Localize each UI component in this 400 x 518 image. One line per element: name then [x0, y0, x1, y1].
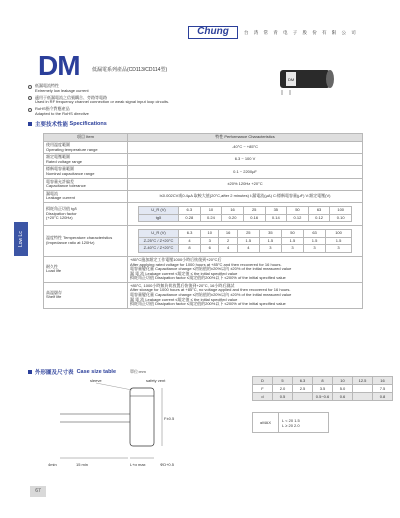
spec-item-en: Leakage current — [46, 195, 75, 201]
df-voltage: 10 — [200, 206, 222, 214]
spec-row — [44, 190, 363, 202]
lowtemp-r1-value: 2 — [219, 237, 237, 245]
case-cell: 10 — [333, 377, 353, 385]
case-cell: 0.5~0.6 — [313, 393, 333, 401]
df-value: 0.24 — [200, 214, 222, 222]
spec-value: 0.1 ~ 2200μF — [128, 166, 363, 178]
lowtemp-voltage: 10 — [201, 230, 219, 238]
lowtemp-table — [138, 229, 352, 253]
spec-value: I≤0.002CV或0.4μA 取較大值(20°C,after 2 minutes) I:漏電流(μA) C:標稱電容量(μF) V:額定電壓(V) — [128, 190, 363, 202]
col-item-header: 項目 Item — [44, 134, 128, 142]
df-voltage: 63 — [308, 206, 330, 214]
dim-d-label: ΦD+0.5 — [160, 462, 174, 467]
series-subtitle: 低漏電系列產品(CD113/CD114型) — [92, 67, 168, 73]
dim-15min-label: 15 min — [76, 462, 89, 467]
bullet-icon — [28, 96, 32, 100]
spec-item-cn: 使用溫度範圍 — [46, 142, 70, 147]
case-cell: d — [253, 393, 273, 401]
case-cell: 0.8 — [373, 393, 393, 401]
lowtemp-r2-value: 6 — [201, 245, 219, 253]
case-cell: 8 — [313, 377, 333, 385]
company-name: 台 湾 常 青 电 子 股 份 有 限 公 司 — [244, 30, 358, 35]
case-size-table — [252, 376, 393, 401]
spec-row — [44, 142, 363, 154]
case-cell: 16 — [373, 377, 393, 385]
spec-row — [44, 178, 363, 190]
case-dimension-drawing — [40, 376, 190, 472]
case-heading-en: Case size table — [76, 369, 117, 375]
shelf-line: 損耗角正切值 Dissipation factor ≤規定值的200%以下 ≤200% of the initial specified value — [130, 301, 286, 307]
load-en: Load life — [46, 268, 62, 274]
load-line: 漏 電 流 Leakage current ≤規定值 ≤ the initial specified value — [130, 270, 238, 276]
feature-cn: 適用于低漏電流之信號耦合、旁路等電路 — [35, 94, 107, 100]
lowtemp-voltage: 16 — [219, 230, 237, 238]
case-cell: 0.5 — [273, 393, 293, 401]
case-heading-cn: 外形圖及尺寸表 — [35, 370, 74, 376]
lowtemp-r1-value: 1.5 — [281, 237, 303, 245]
alpha-max-line: L ≥ 20 2.0 — [282, 422, 300, 428]
spec-item-cn: 電容量允許偏差 — [46, 178, 74, 184]
series-model-title: DM — [38, 50, 80, 81]
df-value: 0.28 — [179, 214, 201, 222]
lowtemp-voltage: 50 — [281, 230, 303, 238]
case-cell: 7.5 — [373, 385, 393, 393]
df-voltage: 6.3 — [179, 206, 201, 214]
spec-row — [44, 166, 363, 178]
case-heading-unit: 單位:mm — [130, 369, 146, 374]
spec-heading-en: Specifications — [69, 120, 107, 127]
df-en: Dissipation factor — [46, 210, 77, 216]
lowtemp-voltage: 35 — [259, 230, 281, 238]
dim-4min-label: 4min — [48, 462, 57, 467]
spec-item-en: Operating temperature range — [46, 146, 98, 152]
df-voltage: 35 — [265, 206, 287, 214]
brand-logo: Chung — [188, 26, 238, 39]
shelf-line: 電容量變化量 Capacitance change ≤初始值的±20%以內 ±20% of the initial measured value — [130, 292, 292, 298]
case-row-f — [253, 385, 393, 393]
shelf-en: Shelf life — [46, 294, 62, 300]
df-voltage: 50 — [287, 206, 309, 214]
alpha-max-label: αMAX — [253, 413, 279, 433]
lowtemp-r1-value: 4 — [179, 237, 201, 245]
lowtemp-voltage: 25 — [237, 230, 259, 238]
spec-item-en: Rated voltage range — [46, 158, 83, 164]
case-cell: 2.0 — [273, 385, 293, 393]
col-perf-header: 特性 Performance Characteristics — [128, 134, 363, 142]
spec-value: 6.3 ~ 100 V — [128, 154, 363, 166]
case-cell: 5 — [273, 377, 293, 385]
df-value: 0.14 — [265, 214, 287, 222]
load-line: After applying rated voltage for 1000 hours at +85°C and then recovered for 16 hours. — [130, 261, 282, 267]
load-line: 損耗角正切值 Dissipation factor ≤規定值的200%以下 ≤200% of the initial specified value — [130, 275, 286, 281]
load-line: 電容量變化量 Capacitance change ≤初始值的±20%以內 ±20% of the initial measured value — [130, 266, 292, 272]
lowtemp-r2-value: 3 — [326, 245, 352, 253]
lowtemp-r1-value: 1.5 — [259, 237, 281, 245]
shelf-line: 漏 電 流 Leakage current ≤規定值 ≤ the initial specified value — [130, 296, 238, 302]
dim-l-label: L+α max — [130, 462, 146, 467]
case-cell: F — [253, 385, 273, 393]
lowtemp-r1-label: Z-25°C / Z+20°C — [139, 237, 179, 245]
df-voltage: 25 — [243, 206, 265, 214]
df-value: 0.12 — [308, 214, 330, 222]
spec-item-en: Capacitance tolerance — [46, 183, 86, 189]
case-cell: 2.5 — [293, 385, 313, 393]
df-value: 0.16 — [243, 214, 265, 222]
shelf-cn: 高溫儲存 — [46, 289, 62, 295]
lowtemp-r2-value: 3 — [259, 245, 281, 253]
case-cell — [353, 385, 373, 393]
spec-row-df — [44, 202, 363, 225]
bullet-icon — [28, 108, 32, 112]
spec-value: -40°C ~ +85°C — [128, 142, 363, 154]
lowtemp-r1-value: 1.5 — [237, 237, 259, 245]
lowtemp-en: Temperature characteristics — [63, 235, 113, 241]
spec-item-cn: 標稱電容量範圍 — [46, 166, 74, 172]
case-cell: 3.5 — [313, 385, 333, 393]
spec-heading-cn: 主要技术性能 — [35, 121, 69, 128]
side-tab-low-lc: Low Lc — [14, 222, 28, 256]
feature-item — [28, 107, 268, 117]
case-cell: 0.6 — [333, 393, 353, 401]
square-bullet-icon — [28, 370, 32, 374]
case-cell — [293, 393, 313, 401]
lowtemp-r2-value: 4 — [237, 245, 259, 253]
feature-en: Extremely low leakage current — [35, 87, 89, 93]
spec-row — [44, 154, 363, 166]
feature-en: Used in RF frequency channel connection or weak signal input loop circuits. — [35, 99, 170, 105]
square-bullet-icon — [28, 122, 32, 126]
case-row-dl — [253, 393, 393, 401]
alpha-max-line: L < 20 1.5 — [282, 417, 300, 423]
lowtemp-voltage: 63 — [304, 230, 326, 238]
spec-row-load — [44, 256, 363, 282]
lowtemp-r1-value: 1.5 — [326, 237, 352, 245]
vent-label: safety vent — [146, 378, 166, 383]
lowtemp-cn: 溫度特性 — [46, 235, 62, 241]
df-value: 0.20 — [222, 214, 244, 222]
lowtemp-voltage-label: U_R (V) — [139, 230, 179, 238]
spec-table — [43, 133, 363, 309]
case-size-heading — [28, 368, 146, 376]
df-value: 0.10 — [330, 214, 352, 222]
spec-item-cn: 額定電壓範圍 — [46, 154, 70, 160]
case-cell: 5.0 — [333, 385, 353, 393]
df-voltage-label: U_R (V) — [139, 206, 179, 214]
lowtemp-r2-value: 4 — [219, 245, 237, 253]
shelf-line: +85°C, 1000小時無負荷放置后恢復到+20°C, 16小時后測試 — [130, 282, 235, 288]
lowtemp-voltage: 100 — [326, 230, 352, 238]
lowtemp-r2-value: 3 — [281, 245, 303, 253]
spec-item-en: Nominal capacitance range — [46, 170, 95, 176]
df-value: 0.12 — [287, 214, 309, 222]
spec-header-row — [44, 134, 363, 142]
sleeve-label: sleeve — [90, 378, 102, 383]
feature-item — [28, 96, 268, 106]
df-cn: 損耗角正切值 tgδ — [46, 206, 77, 212]
alpha-max-table — [252, 412, 329, 433]
lowtemp-en2: (Impedance ratio at 120Hz) — [46, 240, 95, 246]
df-voltage: 16 — [222, 206, 244, 214]
feature-en: Adapted to the RoHS directive — [35, 110, 89, 116]
capacitor-photo — [278, 64, 342, 96]
feature-cn: RoHS指令對應產品 — [35, 106, 70, 112]
case-cell — [353, 393, 373, 401]
df-cond: (+20°C 120Hz) — [46, 215, 73, 221]
page-number: 67 — [30, 486, 46, 497]
df-table — [138, 206, 352, 222]
bullet-icon — [28, 85, 32, 89]
case-cell: D — [253, 377, 273, 385]
lowtemp-r1-value: 1.5 — [304, 237, 326, 245]
case-row-d — [253, 377, 393, 385]
lowtemp-r2-value: 8 — [179, 245, 201, 253]
lowtemp-voltage: 6.3 — [179, 230, 201, 238]
dim-f-label: F±0.5 — [164, 416, 175, 421]
load-line: +85°C施加額定工作電壓1000小時后恢復到+20°C后 — [130, 256, 222, 262]
case-cell: 12.5 — [353, 377, 373, 385]
spec-row-shelf — [44, 282, 363, 308]
feature-item — [28, 84, 268, 94]
lowtemp-r2-label: Z-40°C / Z+20°C — [139, 245, 179, 253]
lowtemp-r2-value: 3 — [304, 245, 326, 253]
spec-heading — [28, 120, 268, 128]
feature-cn: 低漏電流特性 — [35, 83, 59, 88]
spec-item-cn: 漏電流 — [46, 190, 58, 196]
shelf-line: After storage for 1000 hours at +85°C, no voltage applied and then recovered for 16 hours. — [130, 287, 291, 293]
features-list — [28, 84, 268, 128]
spec-value: ±20% 120Hz +20°C — [128, 178, 363, 190]
spec-row-lowtemp — [44, 226, 363, 257]
case-cell: 6.3 — [293, 377, 313, 385]
lowtemp-r1-value: 3 — [201, 237, 219, 245]
df-row-label: tgδ — [139, 214, 179, 222]
capacitor-photo-label: DM — [288, 77, 295, 82]
load-cn: 耐久性 — [46, 263, 58, 269]
df-voltage: 100 — [330, 206, 352, 214]
